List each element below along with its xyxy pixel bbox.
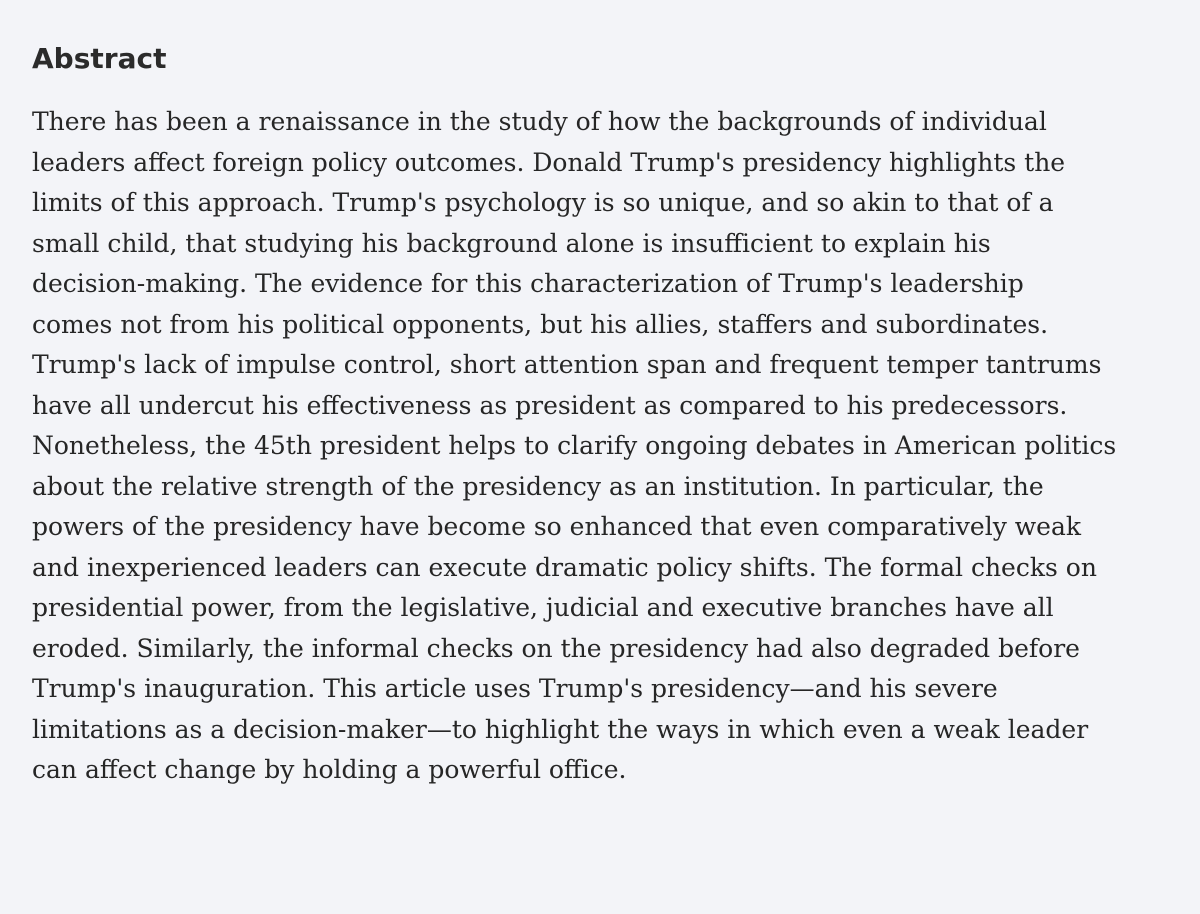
abstract-line: about the relative strength of the presidency as an institution. In particular, the xyxy=(32,471,1044,501)
abstract-line: can affect change by holding a powerful office. xyxy=(32,755,627,784)
abstract-line: limits of this approach. Trump's psychology is so unique, and so akin to that of a xyxy=(32,188,1054,217)
abstract-line: and inexperienced leaders can execute dramatic policy shifts. The formal checks on xyxy=(32,552,1097,582)
abstract-line: Nonetheless, the 45th president helps to clarify ongoing debates in American politics xyxy=(32,431,1117,460)
abstract-line: leaders affect foreign policy outcomes. Donald Trump's presidency highlights the xyxy=(32,147,1066,177)
abstract-line: eroded. Similarly, the informal checks on the presidency had also degraded before xyxy=(32,633,1080,663)
abstract-line: small child, that studying his background alone is insufficient to explain his xyxy=(32,228,991,258)
abstract-section xyxy=(32,38,1172,791)
abstract-line: have all undercut his effectiveness as president as compared to his predecessors. xyxy=(32,390,1068,420)
abstract-line: powers of the presidency have become so enhanced that even comparatively weak xyxy=(32,512,1082,541)
abstract-line: decision-making. The evidence for this characterization of Trump's leadership xyxy=(32,269,1024,298)
abstract-line: Trump's lack of impulse control, short attention span and frequent temper tantrums xyxy=(32,350,1102,379)
abstract-body xyxy=(32,102,1172,791)
abstract-line: There has been a renaissance in the study of how the backgrounds of individual xyxy=(32,107,1047,136)
abstract-line: presidential power, from the legislative, judicial and executive branches have all xyxy=(32,593,1054,622)
abstract-heading: Abstract xyxy=(32,42,167,75)
abstract-line: Trump's inauguration. This article uses Trump's presidency—and his severe xyxy=(32,674,998,703)
abstract-line: limitations as a decision-maker—to highlight the ways in which even a weak leader xyxy=(32,714,1089,744)
abstract-line: comes not from his political opponents, but his allies, staffers and subordinates. xyxy=(32,309,1049,339)
